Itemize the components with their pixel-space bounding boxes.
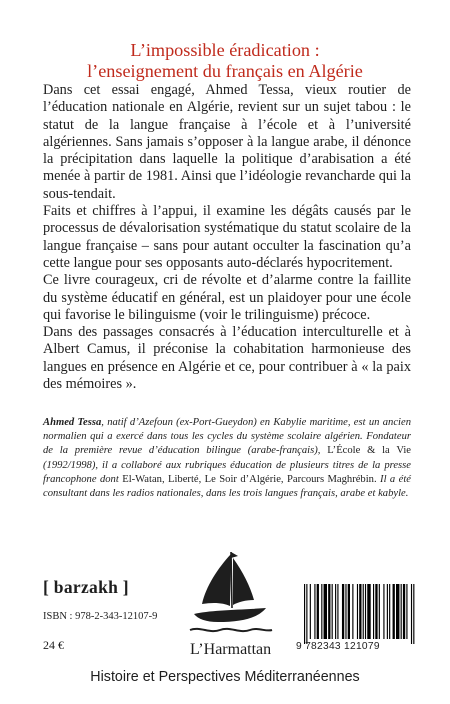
author-bio [43, 416, 411, 501]
newspaper-titles: El-Watan, Liberté, Le Soir d’Algérie, Parcours Maghrébin. [122, 473, 377, 485]
summary-paragraph: Dans cet essai engagé, Ahmed Tessa, vieux routier de l’éducation nationale en Algérie, revient sur un sujet tabou : le statut de la langue française à l’école et à l’université algériennes. Sans jamais s’opposer à la langue arabe, il dénonce la précipitation dans laquelle la politique d’arabisation a été menée à partir de 1981. Ainsi que l’idéologie revancharde qui la sous-tendait. [43, 82, 411, 202]
book-title-line-2: l’enseignement du français en Algérie [87, 61, 363, 81]
book-title [0, 40, 450, 82]
barcode-number: 9 782343 121079 [296, 641, 380, 652]
summary-paragraph: Ce livre courageux, cri de révolte et d’alarme contre la faillite du système éducatif en général, est un plaidoyer pour une école qui favorise le bilinguisme (voir le trilinguisme) précoce. [43, 272, 411, 323]
summary-text [43, 82, 411, 393]
sailboat-icon [188, 548, 274, 640]
bio-text: (1992/1998), il a collaboré aux rubriques éducation de plusieurs titres de la presse francophone dont [43, 459, 411, 485]
series-name: Histoire et Perspectives Méditerranéennes [90, 669, 360, 685]
bio-text: Il a été consultant dans les radios nationales, dans les trois langues français, arabe et kabyle. [43, 473, 411, 500]
isbn: ISBN : 978-2-343-12107-9 [43, 611, 158, 622]
summary-paragraph: Dans des passages consacrés à l’éducation interculturelle et à Albert Camus, il préconise la cohabitation harmonieuse des langues en présence en Algérie et ce, pour contribuer à « la paix des mémoires ». [43, 324, 411, 393]
barzakh-logo: [ barzakh ] [43, 577, 129, 597]
revue-title: L’École & la Vie [327, 445, 411, 457]
book-title-line-1: L’impossible éradication : [130, 40, 320, 60]
bio-text: , natif d’Azefoun (ex-Port-Gueydon) en Kabylie maritime, est un ancien normalien qui a exercé dans tous les cycles du système scolaire algérien. Fondateur de la première revue d’éducation bilingue (arabe-français), [43, 417, 412, 457]
author-name: Ahmed Tessa [43, 417, 102, 428]
price: 24 € [43, 638, 64, 652]
summary-paragraph: Faits et chiffres à l’appui, il examine les dégâts causés par le processus de dévalorisation systématique du statut scolaire de la langue française – sans pour autant occulter la fascination qu’a cette langue pour ses opposants auto-déclarés hypocritement. [43, 203, 411, 271]
publisher-name: L’Harmattan [190, 641, 272, 658]
